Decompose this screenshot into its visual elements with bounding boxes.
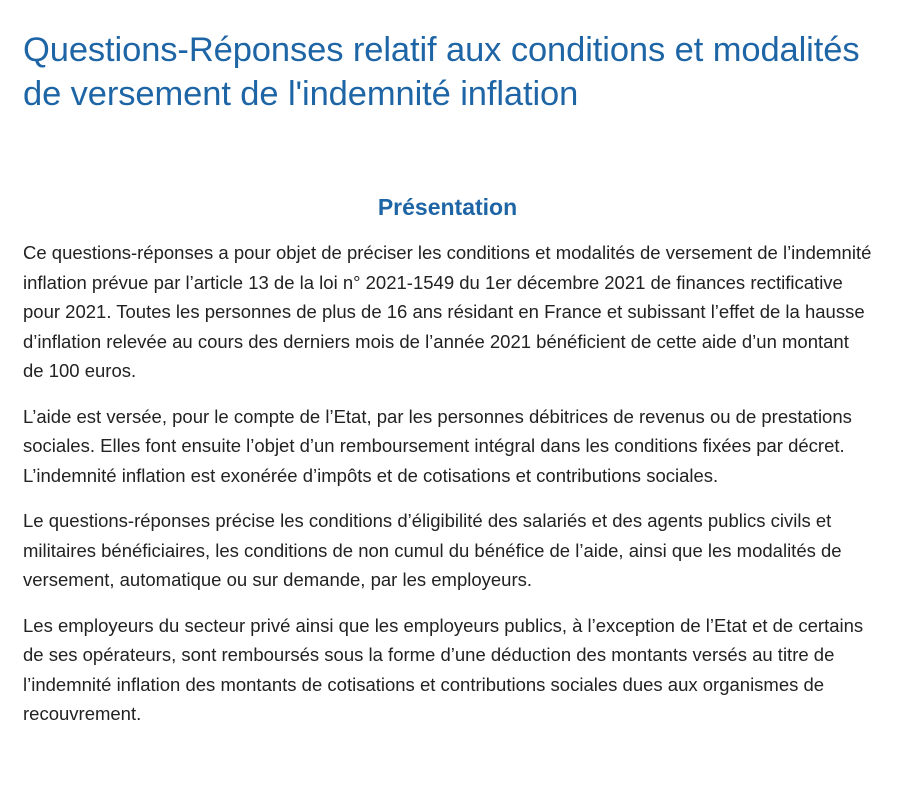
page-title: Questions-Réponses relatif aux conditions et modalités de versement de l'indemnité inflation — [23, 31, 860, 113]
paragraph-versement: L’aide est versée, pour le compte de l’Etat, par les personnes débitrices de revenus ou de prestations sociales. Elles font ensuite l’objet d’un remboursement intégral dans les conditions fixées par décret. L’indemnité inflation est exonérée d’impôts et de cotisations et contributions sociales. — [23, 405, 852, 486]
section-title-presentation: Présentation — [377, 194, 518, 220]
paragraph-eligibilite: Le questions-réponses précise les conditions d’éligibilité des salariés et des agents publics civils et militaires bénéficiaires, les conditions de non cumul du bénéfice de l’aide, ainsi que les modalités de versement, automatique ou sur demande, par les employeurs. — [23, 510, 842, 590]
paragraph-remboursement: Les employeurs du secteur privé ainsi que les employeurs publics, à l’exception de l’Etat et de certains de ses opérateurs, sont remboursés sous la forme d’une déduction des montants versés au titre de l’indemnité inflation des montants de cotisations et contributions sociales dues aux organismes de recouvrement. — [23, 614, 864, 724]
paragraph-intro: Ce questions-réponses a pour objet de préciser les conditions et modalités de versement de l’indemnité inflation prévue par l’article 13 de la loi n° 2021-1549 du 1er décembre 2021 de finances rectificative pour 2021. Toutes les personnes de plus de 16 ans résidant en France et subissant l’effet de la hausse d’inflation relevée au cours des derniers mois de l’année 2021 bénéficient de cette aide d’un montant de 100 euros. — [23, 242, 872, 381]
